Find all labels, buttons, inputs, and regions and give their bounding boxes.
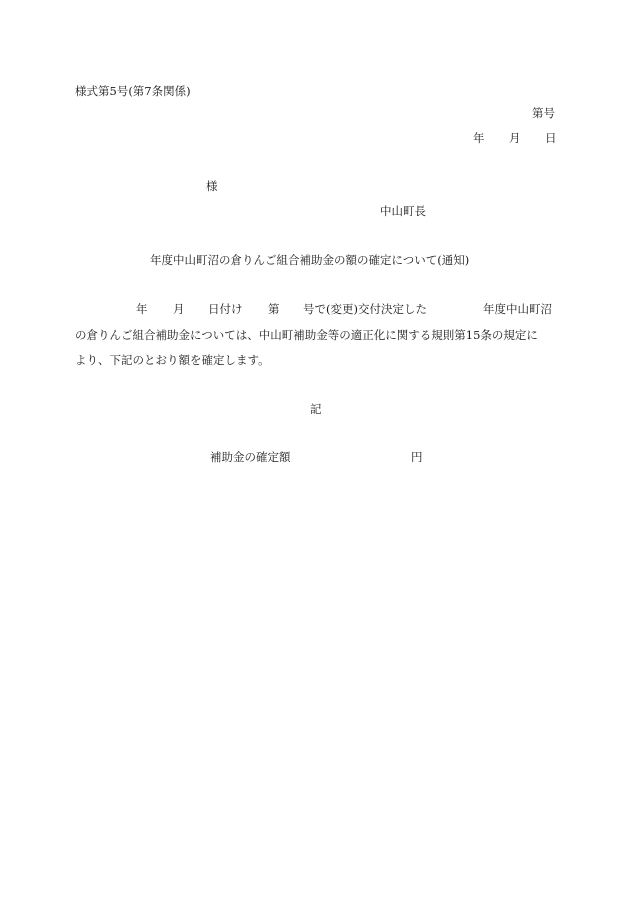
document-number: 第号	[532, 106, 555, 120]
body-dated: 日付け	[208, 302, 243, 316]
body-year: 年	[136, 302, 148, 316]
sender-name: 中山町長	[380, 204, 426, 218]
issue-date-month: 月	[509, 131, 521, 145]
body-month: 月	[173, 302, 185, 316]
addressee-suffix: 様	[206, 179, 218, 193]
body-decision: 号で(変更)交付決定した	[303, 302, 427, 316]
body-program-head: 年度中山町沼	[483, 302, 552, 316]
form-label: 様式第5号(第7条関係)	[75, 84, 191, 98]
document-title: 年度中山町沼の倉りんご組合補助金の額の確定について(通知)	[150, 253, 470, 267]
body-dai: 第	[268, 302, 280, 316]
ki-heading: 記	[310, 402, 322, 416]
body-line-3: より、下記のとおり額を確定します。	[75, 353, 270, 367]
body-line-2: の倉りんご組合補助金については、中山町補助金等の適正化に関する規則第15条の規定に	[75, 328, 538, 342]
amount-unit: 円	[411, 450, 423, 464]
issue-date-year: 年	[473, 131, 485, 145]
issue-date-day: 日	[545, 131, 557, 145]
amount-label: 補助金の確定額	[210, 450, 291, 464]
